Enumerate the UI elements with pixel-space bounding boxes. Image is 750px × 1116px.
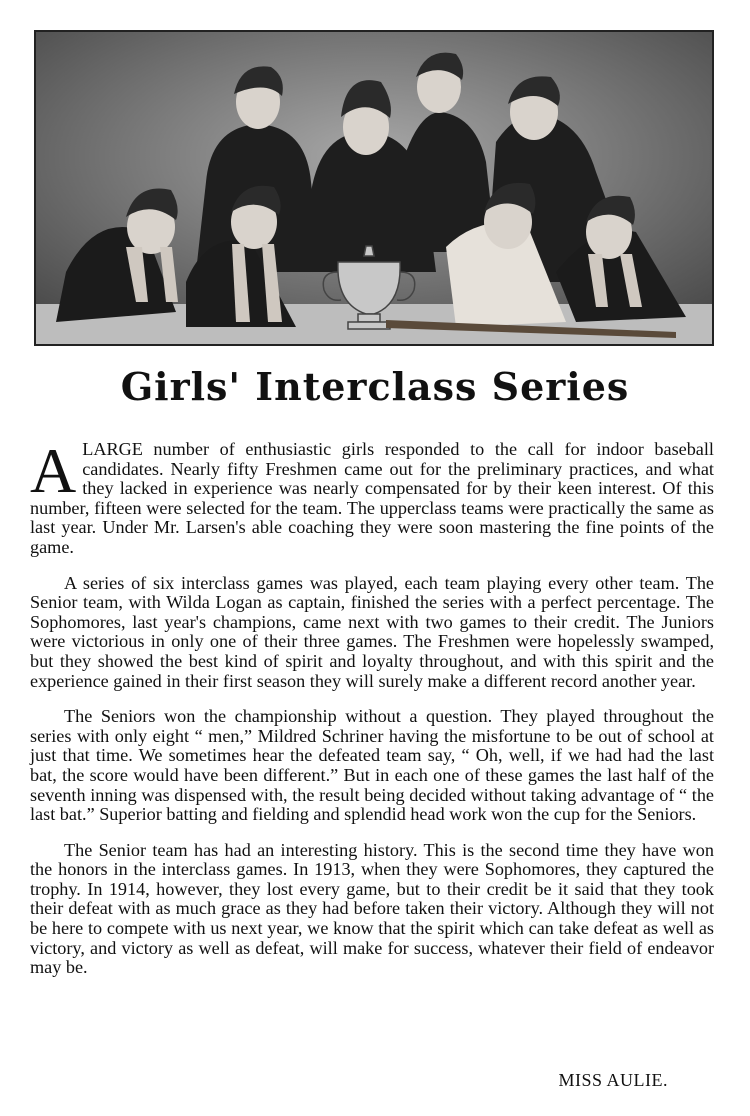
team-photo-icon <box>36 32 712 344</box>
author-signature: MISS AULIE. <box>558 1070 668 1090</box>
paragraph-3: The Seniors won the championship without a question. They played throughout the series with only eight “ men,” Mildred Schriner having the misfortune to be out of school at just that time. We sometimes hear the defeated team say, “ Oh, well, if we had had the last bat, the score would have been different.” But in each one of these games the last half of the seventh inning was dispensed with, the result being decided without taking advantage of “ the last bat.” Superior batting and fielding and splendid head work won the cup for the Seniors. <box>30 706 714 825</box>
drop-cap: A <box>30 435 77 506</box>
article-title: Girls' Interclass Series <box>120 364 630 409</box>
team-photo <box>34 30 714 346</box>
paragraph-4: The Senior team has had an interesting history. This is the second time they have won the honors in the interclass games. In 1913, when they were Sophomores, they captured the trophy. In 1914, however, they lost every game, but to their credit be it said that they took their defeat with as much grace as they had before taken their victory. Although they will not be here to compete with us next year, we know that the spirit which can take defeat as well as victory, and victory as well as defeat, will make for success, whatever their field of endeavor may be. <box>30 839 714 978</box>
paragraph-2: A series of six interclass games was played, each team playing every other team. The Senior team, with Wilda Logan as captain, finished the series with a perfect percentage. The Sophomores, last year's champions, came next with two games to their credit. The Juniors were victorious in only one of their three games. The Freshmen were hopelessly swamped, but they showed the best kind of spirit and loyalty throughout, and with this spirit and the experience gained in their first season they will surely make a different record another year. <box>30 572 714 691</box>
paragraph-1 <box>30 435 714 558</box>
article-body <box>30 435 714 994</box>
paragraph-1-text: LARGE number of enthusiastic girls responded to the call for indoor baseball candidates. Nearly fifty Freshmen came out for the preliminary practices, and what they lacked in experience was nearly compensated for by their keen interest. Of this number, fifteen were selected for the team. The upperclass teams were practically the same as last year. Under Mr. Larsen's able coaching they were soon mastering the fine points of the game. <box>30 439 714 557</box>
